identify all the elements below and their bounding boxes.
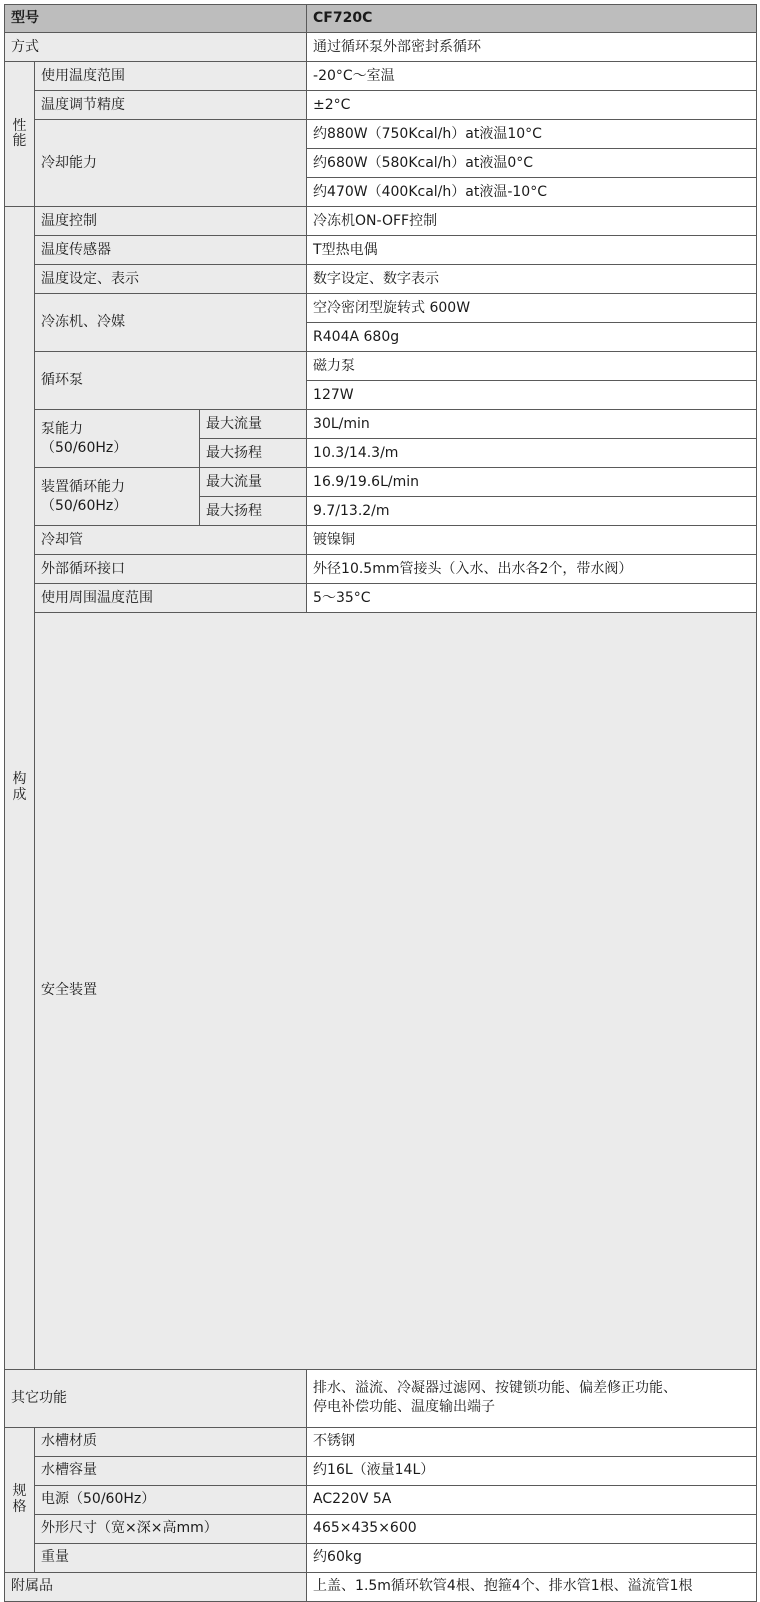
row-cooling-1 — [5, 120, 757, 149]
external-port-value: 外径10.5mm管接头（入水、出水各2个，带水阀） — [307, 555, 757, 584]
group-specs: 规格 — [5, 1427, 35, 1572]
pump-flow-value: 30L/min — [307, 410, 757, 439]
pump-flow-label: 最大流量 — [200, 410, 307, 439]
accessories-value: 上盖、1.5m循环软管4根、抱箍4个、排水管1根、溢流管1根 — [307, 1572, 757, 1601]
dimensions-value: 465×435×600 — [307, 1514, 757, 1543]
row-power — [5, 1485, 757, 1514]
row-accessories — [5, 1572, 757, 1601]
temp-sensor-label: 温度传感器 — [35, 236, 307, 265]
row-refrigerator-1 — [5, 294, 757, 323]
ambient-range-value: 5～35°C — [307, 584, 757, 613]
device-capacity-label-line2: （50/60Hz） — [41, 497, 128, 514]
other-label: 其它功能 — [5, 1369, 307, 1427]
temp-sensor-value: T型热电偶 — [307, 236, 757, 265]
tank-material-label: 水槽材质 — [35, 1427, 307, 1456]
pump-capacity-label-line1: 泵能力 — [41, 420, 83, 437]
power-label: 电源（50/60Hz） — [35, 1485, 307, 1514]
temp-setting-value: 数字设定、数字表示 — [307, 265, 757, 294]
cooling-value-1: 约880W（750Kcal/h）at液温10°C — [307, 120, 757, 149]
power-value: AC220V 5A — [307, 1485, 757, 1514]
tank-capacity-label: 水槽容量 — [35, 1456, 307, 1485]
external-port-label: 外部循环接口 — [35, 555, 307, 584]
temp-control-value: 冷冻机ON-OFF控制 — [307, 207, 757, 236]
refrigerator-value-1: 空冷密闭型旋转式 600W — [307, 294, 757, 323]
row-temp-control — [5, 207, 757, 236]
method-label: 方式 — [5, 33, 307, 62]
row-temp-range — [5, 62, 757, 91]
ambient-range-label: 使用周围温度范围 — [35, 584, 307, 613]
refrigerator-value-2: R404A 680g — [307, 323, 757, 352]
row-method — [5, 33, 757, 62]
row-temp-sensor — [5, 236, 757, 265]
row-dimensions — [5, 1514, 757, 1543]
row-pump-capacity-flow — [5, 410, 757, 439]
row-ambient-range — [5, 584, 757, 613]
row-safety — [5, 613, 757, 1370]
temp-precision-label: 温度调节精度 — [35, 91, 307, 120]
group-composition: 构成 — [5, 207, 35, 1370]
row-pump-1 — [5, 352, 757, 381]
accessories-label: 附属品 — [5, 1572, 307, 1601]
device-capacity-label-line1: 装置循环能力 — [41, 478, 125, 495]
other-line-2: 停电补偿功能、温度输出端子 — [313, 1399, 496, 1416]
cooling-value-2: 约680W（580Kcal/h）at液温0°C — [307, 149, 757, 178]
row-other — [5, 1369, 757, 1427]
cooling-label: 冷却能力 — [35, 120, 307, 207]
refrigerator-label: 冷冻机、冷媒 — [35, 294, 307, 352]
row-tank-material — [5, 1427, 757, 1456]
cooling-pipe-value: 镀镍铜 — [307, 526, 757, 555]
pump-head-value: 10.3/14.3/m — [307, 439, 757, 468]
row-external-port — [5, 555, 757, 584]
model-label: 型号 — [5, 5, 307, 33]
row-weight — [5, 1543, 757, 1572]
temp-precision-value: ±2°C — [307, 91, 757, 120]
pump-value-1: 磁力泵 — [307, 352, 757, 381]
other-line-1: 排水、溢流、冷凝器过滤网、按键锁功能、偏差修正功能、 — [313, 1380, 678, 1397]
row-cooling-pipe — [5, 526, 757, 555]
cooling-value-3: 约470W（400Kcal/h）at液温-10°C — [307, 178, 757, 207]
pump-capacity-label-line2: （50/60Hz） — [41, 439, 128, 456]
row-model — [5, 5, 757, 33]
row-tank-capacity — [5, 1456, 757, 1485]
group-performance: 性能 — [5, 62, 35, 207]
model-value: CF720C — [307, 5, 757, 33]
pump-head-label: 最大扬程 — [200, 439, 307, 468]
pump-label: 循环泵 — [35, 352, 307, 410]
weight-label: 重量 — [35, 1543, 307, 1572]
safety-label: 安全装置 — [35, 613, 757, 1370]
pump-value-2: 127W — [307, 381, 757, 410]
weight-value: 约60kg — [307, 1543, 757, 1572]
device-flow-value: 16.9/19.6L/min — [307, 468, 757, 497]
row-device-capacity-flow — [5, 468, 757, 497]
row-temp-setting — [5, 265, 757, 294]
temp-setting-label: 温度设定、表示 — [35, 265, 307, 294]
cooling-pipe-label: 冷却管 — [35, 526, 307, 555]
temp-range-value: -20°C～室温 — [307, 62, 757, 91]
device-flow-label: 最大流量 — [200, 468, 307, 497]
temp-range-label: 使用温度范围 — [35, 62, 307, 91]
row-temp-precision — [5, 91, 757, 120]
spec-table — [4, 4, 757, 1602]
tank-material-value: 不锈钢 — [307, 1427, 757, 1456]
method-value: 通过循环泵外部密封系循环 — [307, 33, 757, 62]
device-head-value: 9.7/13.2/m — [307, 497, 757, 526]
other-value — [307, 1369, 757, 1427]
device-capacity-label — [35, 468, 200, 526]
temp-control-label: 温度控制 — [35, 207, 307, 236]
dimensions-label: 外形尺寸（宽×深×高mm） — [35, 1514, 307, 1543]
tank-capacity-value: 约16L（液量14L） — [307, 1456, 757, 1485]
pump-capacity-label — [35, 410, 200, 468]
device-head-label: 最大扬程 — [200, 497, 307, 526]
